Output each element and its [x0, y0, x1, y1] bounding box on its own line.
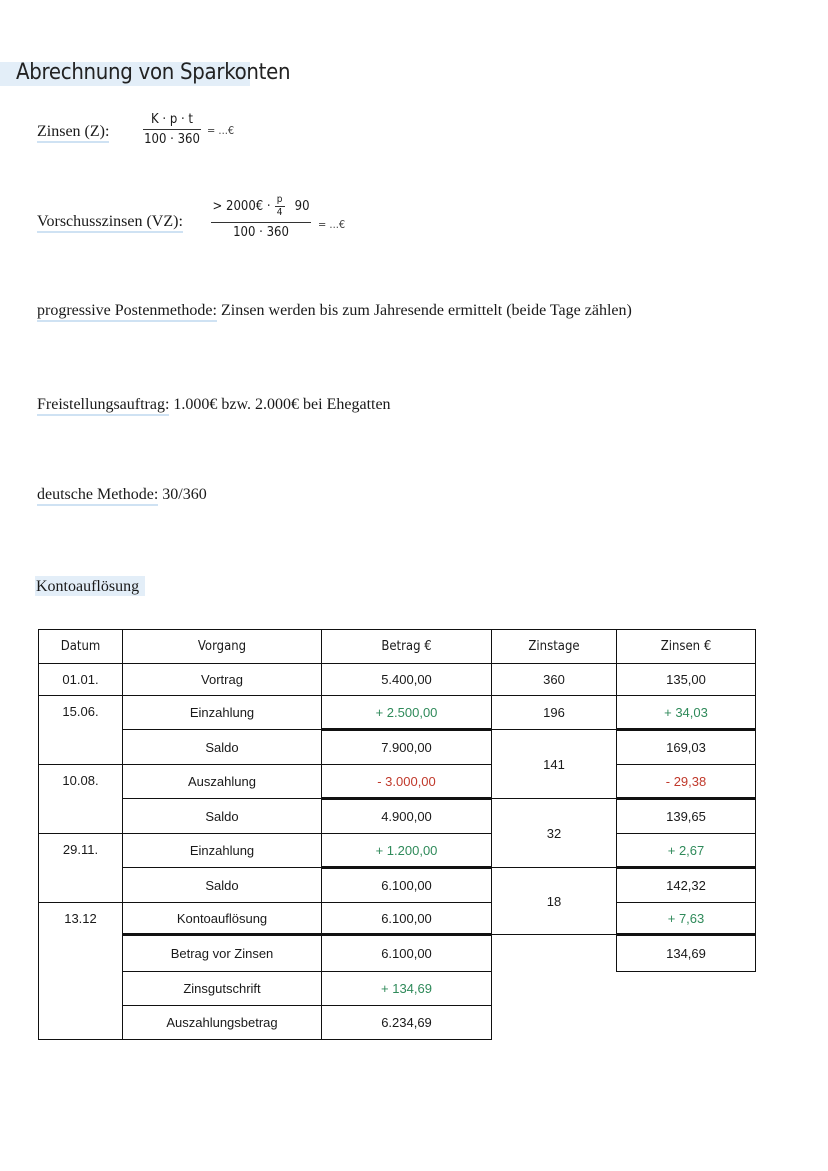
zinsen-fraction-line — [143, 129, 201, 130]
p-over-4-fraction — [275, 195, 285, 218]
deutsche-methode-text: 30/360 — [158, 486, 207, 503]
table-row — [39, 696, 756, 730]
p-numerator: p — [276, 193, 283, 205]
cell-empty — [492, 1006, 617, 1040]
postenmethode-term: progressive Postenmethode: — [37, 302, 217, 322]
cell-zinstage: 196 — [492, 696, 617, 730]
freistellung-line — [37, 396, 391, 414]
postenmethode-line — [37, 302, 632, 320]
cell-zinsen: 134,69 — [617, 935, 756, 972]
p-denominator: 4 — [276, 206, 283, 218]
vorschuss-denominator: 100 · 360 — [233, 225, 289, 240]
cell-betrag: 7.900,00 — [322, 730, 492, 765]
cell-betrag: 6.100,00 — [322, 903, 492, 935]
table-header-row — [39, 630, 756, 664]
cell-vorgang: Saldo — [123, 868, 322, 903]
cell-vorgang: Saldo — [123, 730, 322, 765]
cell-betrag: 6.100,00 — [322, 868, 492, 903]
header-betrag: Betrag € — [322, 630, 492, 664]
zinsen-label-text: Zinsen (Z): — [37, 123, 109, 143]
cell-vorgang: Saldo — [123, 799, 322, 834]
cell-vorgang: Vortrag — [123, 664, 322, 696]
cell-betrag: - 3.000,00 — [322, 765, 492, 799]
header-zinstage: Zinstage — [492, 630, 617, 664]
table-row — [39, 903, 756, 935]
kontoaufloesung-table — [38, 629, 756, 1040]
cell-betrag: + 1.200,00 — [322, 834, 492, 868]
cell-zinsen: + 2,67 — [617, 834, 756, 868]
zinsen-denominator: 100 · 360 — [144, 132, 200, 147]
zinsen-label — [37, 123, 109, 141]
table-row — [39, 834, 756, 868]
vorschuss-formula — [211, 192, 311, 240]
cell-datum: 13.12 — [39, 903, 123, 1040]
table-row — [39, 1006, 756, 1040]
vorschuss-fraction-line — [211, 222, 311, 223]
cell-zinsen: + 7,63 — [617, 903, 756, 935]
cell-zinsen: - 29,38 — [617, 765, 756, 799]
cell-betrag: 6.234,69 — [322, 1006, 492, 1040]
cell-betrag: 5.400,00 — [322, 664, 492, 696]
cell-zinsen: 139,65 — [617, 799, 756, 834]
table-row — [39, 935, 756, 972]
cell-betrag: 6.100,00 — [322, 935, 492, 972]
cell-betrag: + 134,69 — [322, 972, 492, 1006]
kontoaufloesung-heading: Kontoauflösung — [36, 578, 140, 595]
table-row — [39, 972, 756, 1006]
header-vorgang: Vorgang — [123, 630, 322, 664]
vorschuss-numerator-suffix: 90 — [294, 198, 310, 214]
header-datum: Datum — [39, 630, 123, 664]
zinsen-formula — [143, 112, 201, 147]
cell-datum: 15.06. — [39, 696, 123, 765]
cell-betrag: + 2.500,00 — [322, 696, 492, 730]
cell-zinsen: 135,00 — [617, 664, 756, 696]
zinsen-numerator: K · p · t — [151, 112, 193, 127]
cell-zinsen: + 34,03 — [617, 696, 756, 730]
cell-betrag: 4.900,00 — [322, 799, 492, 834]
cell-zinsen: 169,03 — [617, 730, 756, 765]
freistellung-text: 1.000€ bzw. 2.000€ bei Ehegatten — [169, 396, 391, 413]
cell-empty — [617, 972, 756, 1006]
vorschuss-label — [37, 213, 183, 231]
postenmethode-text: Zinsen werden bis zum Jahresende ermittelt (beide Tage zählen) — [216, 302, 632, 319]
table-row — [39, 868, 756, 903]
cell-empty — [492, 972, 617, 1006]
table-row — [39, 765, 756, 799]
cell-zinstage: 360 — [492, 664, 617, 696]
cell-zinsen: 142,32 — [617, 868, 756, 903]
vorschuss-result: = ...€ — [318, 218, 346, 231]
cell-datum: 29.11. — [39, 834, 123, 903]
table-row — [39, 799, 756, 834]
cell-vorgang: Auszahlung — [123, 765, 322, 799]
cell-vorgang: Einzahlung — [123, 834, 322, 868]
cell-zinstage: 32 — [492, 799, 617, 868]
table-row — [39, 664, 756, 696]
cell-vorgang: Kontoauflösung — [123, 903, 322, 935]
cell-vorgang: Einzahlung — [123, 696, 322, 730]
cell-zinstage: 141 — [492, 730, 617, 799]
freistellung-term: Freistellungsauftrag: — [37, 396, 169, 416]
table-row — [39, 730, 756, 765]
deutsche-methode-line — [37, 486, 207, 504]
cell-vorgang: Betrag vor Zinsen — [123, 935, 322, 972]
cell-datum: 01.01. — [39, 664, 123, 696]
vorschuss-label-text: Vorschusszinsen (VZ): — [37, 213, 183, 233]
cell-datum: 10.08. — [39, 765, 123, 834]
cell-zinstage-empty — [492, 935, 617, 972]
deutsche-methode-term: deutsche Methode: — [37, 486, 158, 506]
cell-vorgang: Zinsgutschrift — [123, 972, 322, 1006]
header-zinsen: Zinsen € — [617, 630, 756, 664]
vorschuss-numerator-prefix: > 2000€ · — [212, 198, 271, 214]
cell-vorgang: Auszahlungsbetrag — [123, 1006, 322, 1040]
cell-empty — [617, 1006, 756, 1040]
cell-zinstage: 18 — [492, 868, 617, 935]
page-title: Abrechnung von Sparkonten — [16, 60, 291, 85]
vorschuss-numerator — [211, 192, 311, 220]
zinsen-result: = ...€ — [207, 124, 235, 137]
